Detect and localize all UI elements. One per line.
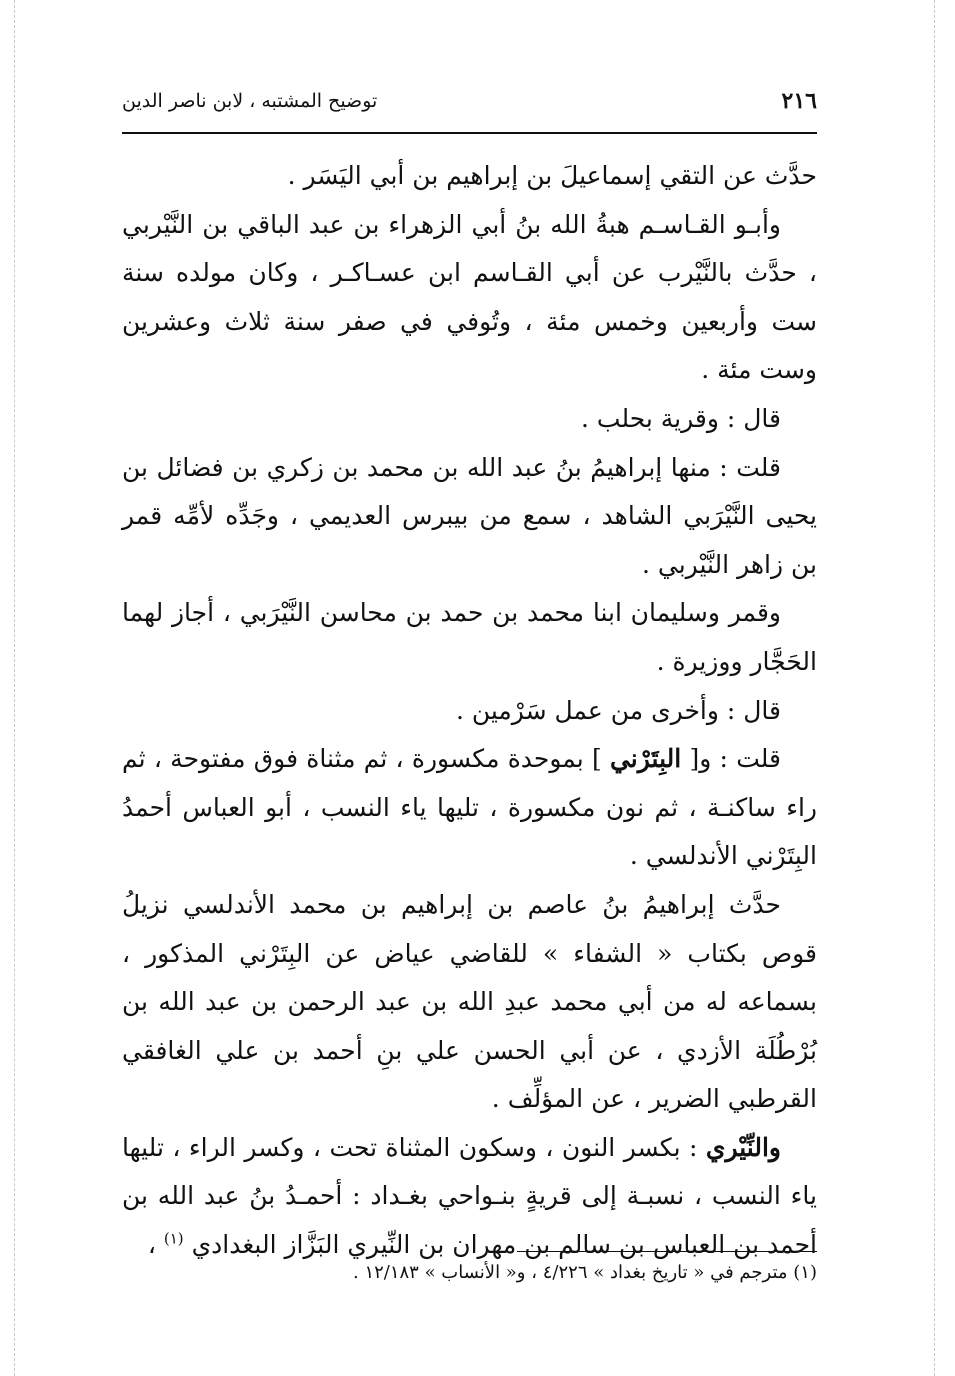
running-title: توضيح المشتبه ، لابن ناصر الدين [122, 90, 378, 112]
running-header [122, 84, 817, 120]
paragraph: وقمر وسليمان ابنا محمد بن حمد بن محاسن النَّيْرَبي ، أجاز لهما الحَجَّار ووزيرة . [122, 598, 817, 676]
paragraph-prefix: قلت : و[ [689, 744, 781, 774]
headword: النِّيْري [705, 1132, 769, 1162]
paragraph-text: : بكسر النون ، وسكون المثناة تحت ، وكسر الراء ، تليها ياء النسب ، نسبـة إلى قريةٍ بنـواحي بغـداد : أحمـدُ بنُ عبد الله بن أحمد بن العباس بن سالم بن مهران بن النِّيري البَزَّاز البغدادي [122, 1132, 817, 1260]
paragraph [122, 735, 817, 881]
footnote-reference: (١) [163, 1229, 184, 1248]
scan-edge-mark [14, 0, 15, 1376]
paragraph: قال : وأخرى من عمل سَرْمين . [455, 695, 781, 725]
headword: البِتَرْني [609, 744, 682, 774]
paragraph [122, 1124, 817, 1270]
paragraph: حدَّث إبراهيمُ بنُ عاصم بن إبراهيم بن محمد الأندلسي نزيلُ قوص بكتاب « الشفاء » للقاضي عياض عن البِتَرْني المذكور ، بسماعه له من أبي محمد عبدِ الله بن عبد الرحمن بن عبد الله بن بُرْطُلَة الأزدي ، عن أبي الحسن علي بنِ أحمد بن علي الغافقي القرطبي الضرير ، عن المؤلِّف . [122, 889, 817, 1114]
main-text [122, 152, 817, 1270]
scan-edge-mark [934, 0, 935, 1376]
paragraph-end: ، [147, 1230, 156, 1260]
paragraph: قال : وقرية بحلب . [581, 403, 781, 433]
footnote-rule [517, 1251, 817, 1252]
header-rule [122, 132, 817, 134]
headword-prefix: و [768, 1132, 781, 1162]
paragraph: حدَّث عن التقي إسماعيلَ بن إبراهيم بن أبي اليَسَر . [287, 161, 817, 190]
paragraph-text: ] بموحدة مكسورة ، ثم مثناة فوق مفتوحة ، ثم راء ساكنـة ، ثم نون مكسورة ، تليها ياء النسب ، أبو العباس أحمدُ البِتَرْني الأندلسي . [122, 744, 817, 871]
paragraph: وأبـو القـاسـم هبةُ الله بنُ أبي الزهراء بن عبد الباقي بن النَّيْربي ، حدَّث بالنَّيْرب عن أبي القـاسم ابن عسـاكـر ، وكان مولده سنة ست وأربعين وخمس مئة ، وتُوفي في صفر سنة ثلاث وعشرين وست مئة . [122, 209, 817, 385]
paragraph: قلت : منها إبراهيمُ بنُ عبد الله بن محمد بن زكري بن فضائل بن يحيى النَّيْرَبي الشاهد ، سمع من بيبرس العديمي ، وجَدِّه لأمِّه قمر بن زاهر النَّيْربي . [122, 452, 817, 579]
page-number: ٢١٦ [781, 88, 817, 114]
footnote: (١) مترجم في « تاريخ بغداد » ٤/٢٢٦ ، و« الأنساب » ١٢/١٨٣ . [352, 1262, 817, 1283]
